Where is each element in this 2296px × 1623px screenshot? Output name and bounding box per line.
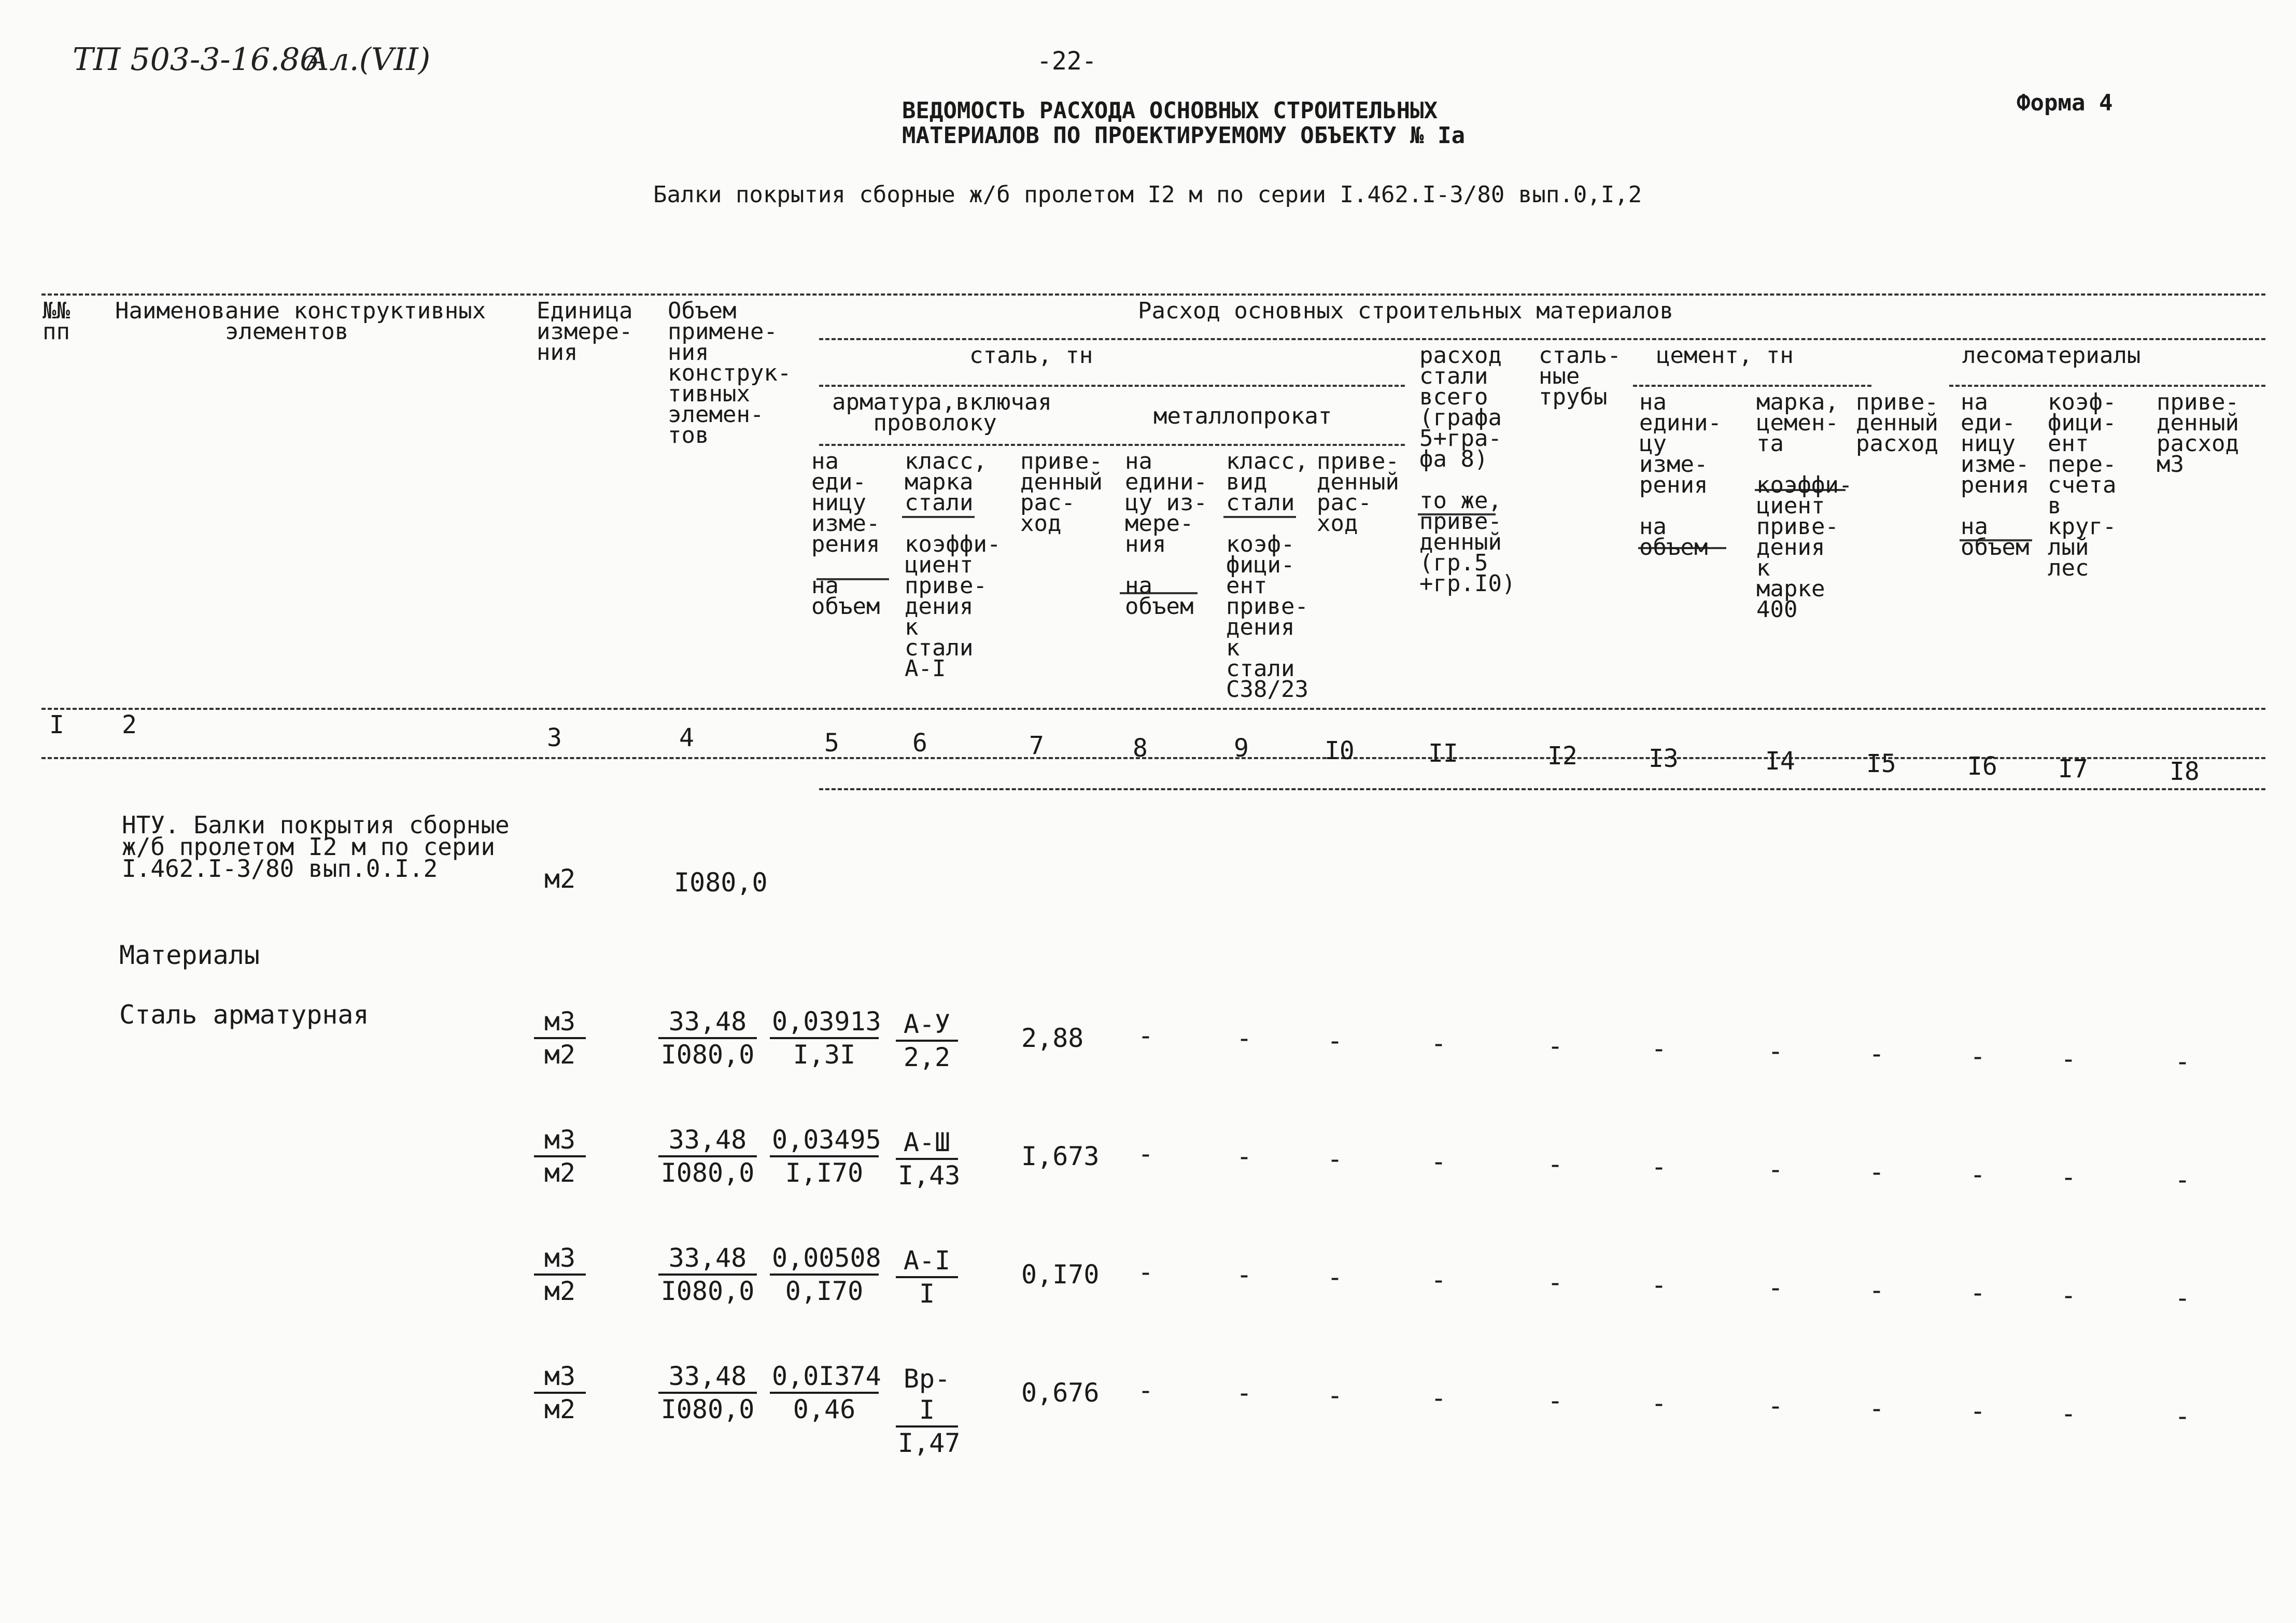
empty-value-dash: - (1651, 1388, 1667, 1418)
empty-value-dash: - (1431, 1028, 1447, 1058)
rate-fraction (770, 1006, 879, 1070)
col-6-header: класс, марка стали коэффи- циент приве- дения к стали А-I (905, 448, 1001, 682)
rate-top: 0,03913 (770, 1006, 879, 1039)
header-top-rule (41, 293, 2265, 296)
numbers-top-rule (41, 708, 2265, 710)
col-number: 5 (824, 729, 839, 758)
empty-value-dash: - (1768, 1272, 1784, 1303)
unit-top: м3 (534, 1006, 586, 1039)
col-3-header: Единица измере- ния (537, 298, 633, 366)
empty-value-dash: - (2061, 1044, 2077, 1074)
col-number: I4 (1765, 747, 1795, 776)
reduced-consumption: 2,88 (1021, 1023, 1084, 1053)
empty-value-dash: - (1768, 1391, 1784, 1421)
unit-top: м3 (534, 1124, 586, 1157)
empty-value-dash: - (1327, 1026, 1343, 1056)
col-18-header: приве- денный расход м3 (2157, 389, 2239, 478)
steel-class-bottom: I,43 (898, 1160, 961, 1191)
col-1-header: №№ пп (43, 298, 70, 345)
empty-value-dash: - (1547, 1386, 1563, 1416)
empty-value-dash: - (1431, 1265, 1447, 1295)
unit-bottom: м2 (544, 1394, 576, 1424)
col-9-header: класс, вид стали коэф- фици- ент приве- дения к стали С38/23 (1226, 448, 1308, 703)
volume-bottom: I080,0 (660, 1276, 755, 1306)
volume-fraction (658, 1361, 757, 1425)
empty-value-dash: - (1970, 1041, 1986, 1071)
empty-value-dash: - (2175, 1165, 2191, 1195)
empty-value-dash: - (1651, 1270, 1667, 1300)
col-number: I7 (2058, 754, 2088, 783)
col-12-header: сталь- ные трубы (1539, 342, 1621, 410)
col-2-header: Наименование конструктивных элементов (115, 298, 486, 345)
empty-value-dash: - (1138, 1375, 1154, 1405)
empty-value-dash: - (1768, 1154, 1784, 1184)
col-number: 8 (1133, 734, 1148, 763)
unit-top: м3 (534, 1361, 586, 1394)
object-volume: I080,0 (674, 868, 768, 898)
volume-fraction (658, 1006, 757, 1070)
empty-value-dash: - (1869, 1039, 1885, 1069)
object-unit: м2 (544, 864, 576, 894)
unit-fraction (534, 1242, 586, 1307)
unit-bottom: м2 (544, 1158, 576, 1188)
subtitle: Балки покрытия сборные ж/б пролетом I2 м по серии I.462.I-3/80 вып.0,I,2 (653, 181, 1642, 208)
col-11-header: расход стали всего (графа 5+гра- фа 8) то же, приве- денный (гр.5 +гр.I0) (1419, 342, 1516, 597)
steel-class-bottom: I,47 (898, 1428, 961, 1458)
empty-value-dash: - (1138, 1139, 1154, 1169)
steel-class-fraction (896, 1363, 961, 1459)
empty-value-dash: - (1970, 1396, 1986, 1426)
group-main-header: Расход основных строительных материалов (1138, 298, 1674, 324)
col-14-header: марка, цемен- та коэффи- циент приве- дения к марке 400 (1756, 389, 1853, 623)
empty-value-dash: - (1547, 1149, 1563, 1179)
steel-class-top: Вр-I (896, 1363, 958, 1428)
unit-fraction (534, 1361, 586, 1425)
col-5-header: на еди- ницу изме- рения на объем (811, 448, 880, 620)
rate-top: 0,00508 (770, 1242, 879, 1276)
empty-value-dash: - (2061, 1398, 2077, 1429)
group-metal-header: металлопрокат (1153, 403, 1332, 429)
col-number: I5 (1866, 749, 1896, 778)
empty-value-dash: - (1431, 1383, 1447, 1413)
steel-class-top: А-У (896, 1009, 958, 1042)
rate-top: 0,03495 (770, 1124, 879, 1157)
title-line-2: МАТЕРИАЛОВ ПО ПРОЕКТИРУЕМОМУ ОБЪЕКТУ № Iа (902, 122, 1466, 149)
doc-code: ТП 503-3-16.86 (73, 41, 320, 78)
unit-top: м3 (534, 1242, 586, 1276)
object-name: НТУ. Балки покрытия сборные ж/б пролетом I2 м по серии I.462.I-3/80 вып.0.I.2 (122, 811, 510, 883)
empty-value-dash: - (1970, 1278, 1986, 1308)
col-number: 2 (122, 710, 137, 739)
unit-fraction (534, 1124, 586, 1188)
page-number: -22- (1037, 47, 1097, 76)
volume-top: 33,48 (658, 1006, 757, 1039)
empty-value-dash: - (1236, 1260, 1252, 1290)
volume-fraction (658, 1124, 757, 1188)
empty-value-dash: - (1768, 1036, 1784, 1066)
rebar-metal-rule (819, 444, 1405, 446)
col-number: I6 (1967, 752, 1997, 781)
col-8-header: на едини- цу из- мере- ния на объем (1125, 448, 1207, 620)
empty-value-dash: - (1327, 1380, 1343, 1410)
rate-fraction (770, 1124, 879, 1188)
numbers-bottom-rule (41, 757, 2265, 759)
empty-value-dash: - (2175, 1046, 2191, 1076)
col-number: 9 (1234, 734, 1249, 763)
steel-class-fraction (896, 1127, 961, 1191)
volume-bottom: I080,0 (660, 1158, 755, 1188)
group-timber-header: лесоматериалы (1962, 342, 2141, 369)
empty-value-dash: - (2175, 1401, 2191, 1431)
empty-value-dash: - (1651, 1152, 1667, 1182)
rate-bottom: 0,46 (793, 1394, 856, 1424)
steel-class-fraction (896, 1245, 958, 1309)
header-group-rule (819, 338, 2265, 340)
empty-value-dash: - (1651, 1033, 1667, 1064)
col-number: 7 (1029, 731, 1044, 760)
group-steel-header: сталь, тн (969, 342, 1093, 369)
volume-fraction (658, 1242, 757, 1307)
reduced-consumption: 0,676 (1021, 1378, 1100, 1408)
reduced-consumption: 0,I70 (1021, 1260, 1100, 1290)
volume-top: 33,48 (658, 1242, 757, 1276)
col-number: 4 (679, 723, 694, 752)
empty-value-dash: - (1236, 1023, 1252, 1053)
empty-value-dash: - (1327, 1144, 1343, 1174)
unit-fraction (534, 1006, 586, 1070)
empty-value-dash: - (1869, 1157, 1885, 1187)
empty-value-dash: - (1327, 1262, 1343, 1292)
empty-value-dash: - (1547, 1267, 1563, 1297)
col-13-header: на едини- цу изме- рения на объем (1639, 389, 1722, 561)
rate-bottom: I,I70 (785, 1158, 864, 1188)
sheet-number: Ал.(VII) (306, 41, 431, 78)
empty-value-dash: - (1236, 1141, 1252, 1171)
empty-value-dash: - (2175, 1283, 2191, 1313)
empty-value-dash: - (1138, 1257, 1154, 1287)
section-materials: Материалы (119, 940, 260, 970)
col-10-header: приве- денный рас- ход (1317, 448, 1399, 537)
timber-group-rule (1949, 385, 2265, 387)
col-7-header: приве- денный рас- ход (1020, 448, 1103, 537)
col-number: I0 (1325, 736, 1355, 765)
volume-bottom: I080,0 (660, 1394, 755, 1424)
empty-value-dash: - (2061, 1280, 2077, 1310)
rate-top: 0,0I374 (770, 1361, 879, 1394)
steel-class-fraction (896, 1009, 958, 1073)
steel-class-top: А-I (896, 1245, 958, 1278)
rate-fraction (770, 1361, 879, 1425)
steel-class-bottom: I (919, 1279, 935, 1309)
col-number: II (1428, 739, 1458, 768)
col-number: 3 (547, 723, 562, 752)
title-line-1: ВЕДОМОСТЬ РАСХОДА ОСНОВНЫХ СТРОИТЕЛЬНЫХ (902, 97, 1438, 124)
unit-bottom: м2 (544, 1040, 576, 1070)
group-cement-header: цемент, тн (1656, 342, 1794, 369)
empty-value-dash: - (1970, 1159, 1986, 1190)
group-rebar-header: арматура,включая проволоку (832, 389, 1052, 436)
col-16-header: на еди- ницу изме- рения на объем (1961, 389, 2030, 561)
unit-bottom: м2 (544, 1276, 576, 1306)
cement-group-rule (1633, 385, 1871, 387)
volume-bottom: I080,0 (660, 1040, 755, 1070)
col-4-header: Объем примене- ния конструк- тивных элемен- тов (668, 298, 792, 449)
rate-fraction (770, 1242, 879, 1307)
empty-value-dash: - (2061, 1162, 2077, 1192)
volume-top: 33,48 (658, 1124, 757, 1157)
rate-bottom: 0,I70 (785, 1276, 864, 1306)
volume-top: 33,48 (658, 1361, 757, 1394)
empty-value-dash: - (1236, 1378, 1252, 1408)
steel-class-top: А-Ш (896, 1127, 958, 1160)
steel-class-bottom: 2,2 (903, 1042, 951, 1072)
empty-value-dash: - (1138, 1020, 1154, 1051)
empty-value-dash: - (1431, 1146, 1447, 1177)
empty-value-dash: - (1547, 1031, 1563, 1061)
col-number: 6 (912, 729, 927, 758)
steel-group-rule (819, 385, 1405, 387)
numbers-bottom-rule-2 (819, 788, 2265, 790)
form-label: Форма 4 (2017, 90, 2113, 116)
col-number: I (49, 710, 64, 739)
rate-bottom: I,3I (793, 1040, 856, 1070)
reduced-consumption: I,673 (1021, 1141, 1100, 1171)
section-steel: Сталь арматурная (119, 1000, 369, 1030)
empty-value-dash: - (1869, 1393, 1885, 1423)
col-number: I8 (2170, 757, 2200, 786)
col-15-header: приве- денный расход (1856, 389, 1938, 457)
col-number: I3 (1649, 744, 1679, 773)
col-number: I2 (1547, 741, 1577, 771)
empty-value-dash: - (1869, 1275, 1885, 1305)
col-17-header: коэф- фици- ент пере- счета в круг- лый лес (2048, 389, 2117, 581)
